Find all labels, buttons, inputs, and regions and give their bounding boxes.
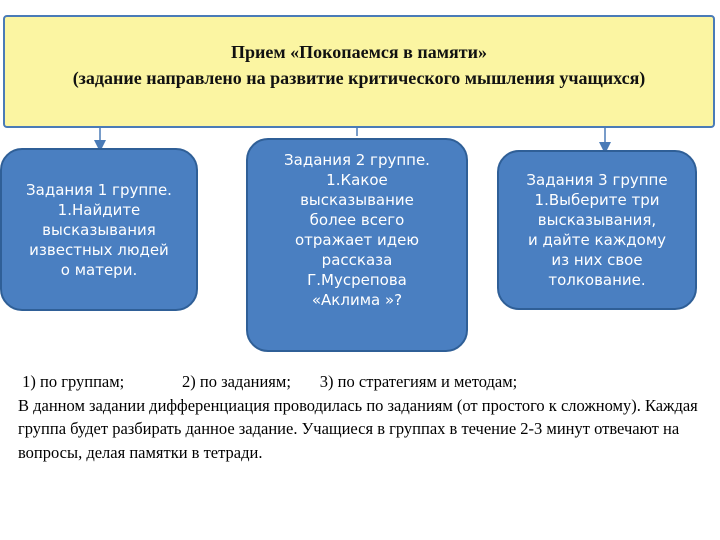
task-line: о матери. xyxy=(60,260,138,279)
task-line: 1.Найдите xyxy=(57,200,141,219)
task-line: высказывания xyxy=(42,220,156,239)
task-line: из них свое xyxy=(551,251,643,269)
task-line: 1.Выберите три xyxy=(534,191,660,209)
task-line: Г.Мусрепова xyxy=(307,271,407,289)
task-line: высказывание xyxy=(300,191,414,209)
task-box-group-3 xyxy=(497,150,697,310)
task-line: рассказа xyxy=(321,251,393,269)
task-line: Задания 1 группе. xyxy=(26,180,172,199)
task-line: 1.Какое xyxy=(326,171,388,189)
task-line: известных людей xyxy=(29,240,169,259)
task-line: Задания 3 группе xyxy=(526,171,668,189)
task-line: «Аклима »? xyxy=(311,291,403,309)
diagram-title: Прием «Покопаемся в памяти» xyxy=(231,42,487,62)
task-line: толкование. xyxy=(548,271,646,289)
task-box-group-1 xyxy=(0,148,198,311)
task-line: более всего xyxy=(309,211,405,229)
task-box-group-2 xyxy=(246,138,468,352)
explanation-paragraph: В данном задании дифференциация проводилась по заданиям (от простого к сложному). Каждая группа будет разбирать данное задание. Учащиеся в группах в течение 2-3 минут отвечают на вопросы, делая памятки в тетради. xyxy=(18,395,698,462)
diagram-subtitle: (задание направлено на развитие критического мышления учащихся) xyxy=(72,68,646,88)
task-line: высказывания, xyxy=(537,211,657,229)
options-line: 1) по группам; 2) по заданиям; 3) по стратегиям и методам; xyxy=(18,372,518,391)
task-line: и дайте каждому xyxy=(527,231,667,249)
task-line: Задания 2 группе. xyxy=(284,151,430,169)
task-line: отражает идею xyxy=(294,231,420,249)
body-text xyxy=(18,370,708,464)
